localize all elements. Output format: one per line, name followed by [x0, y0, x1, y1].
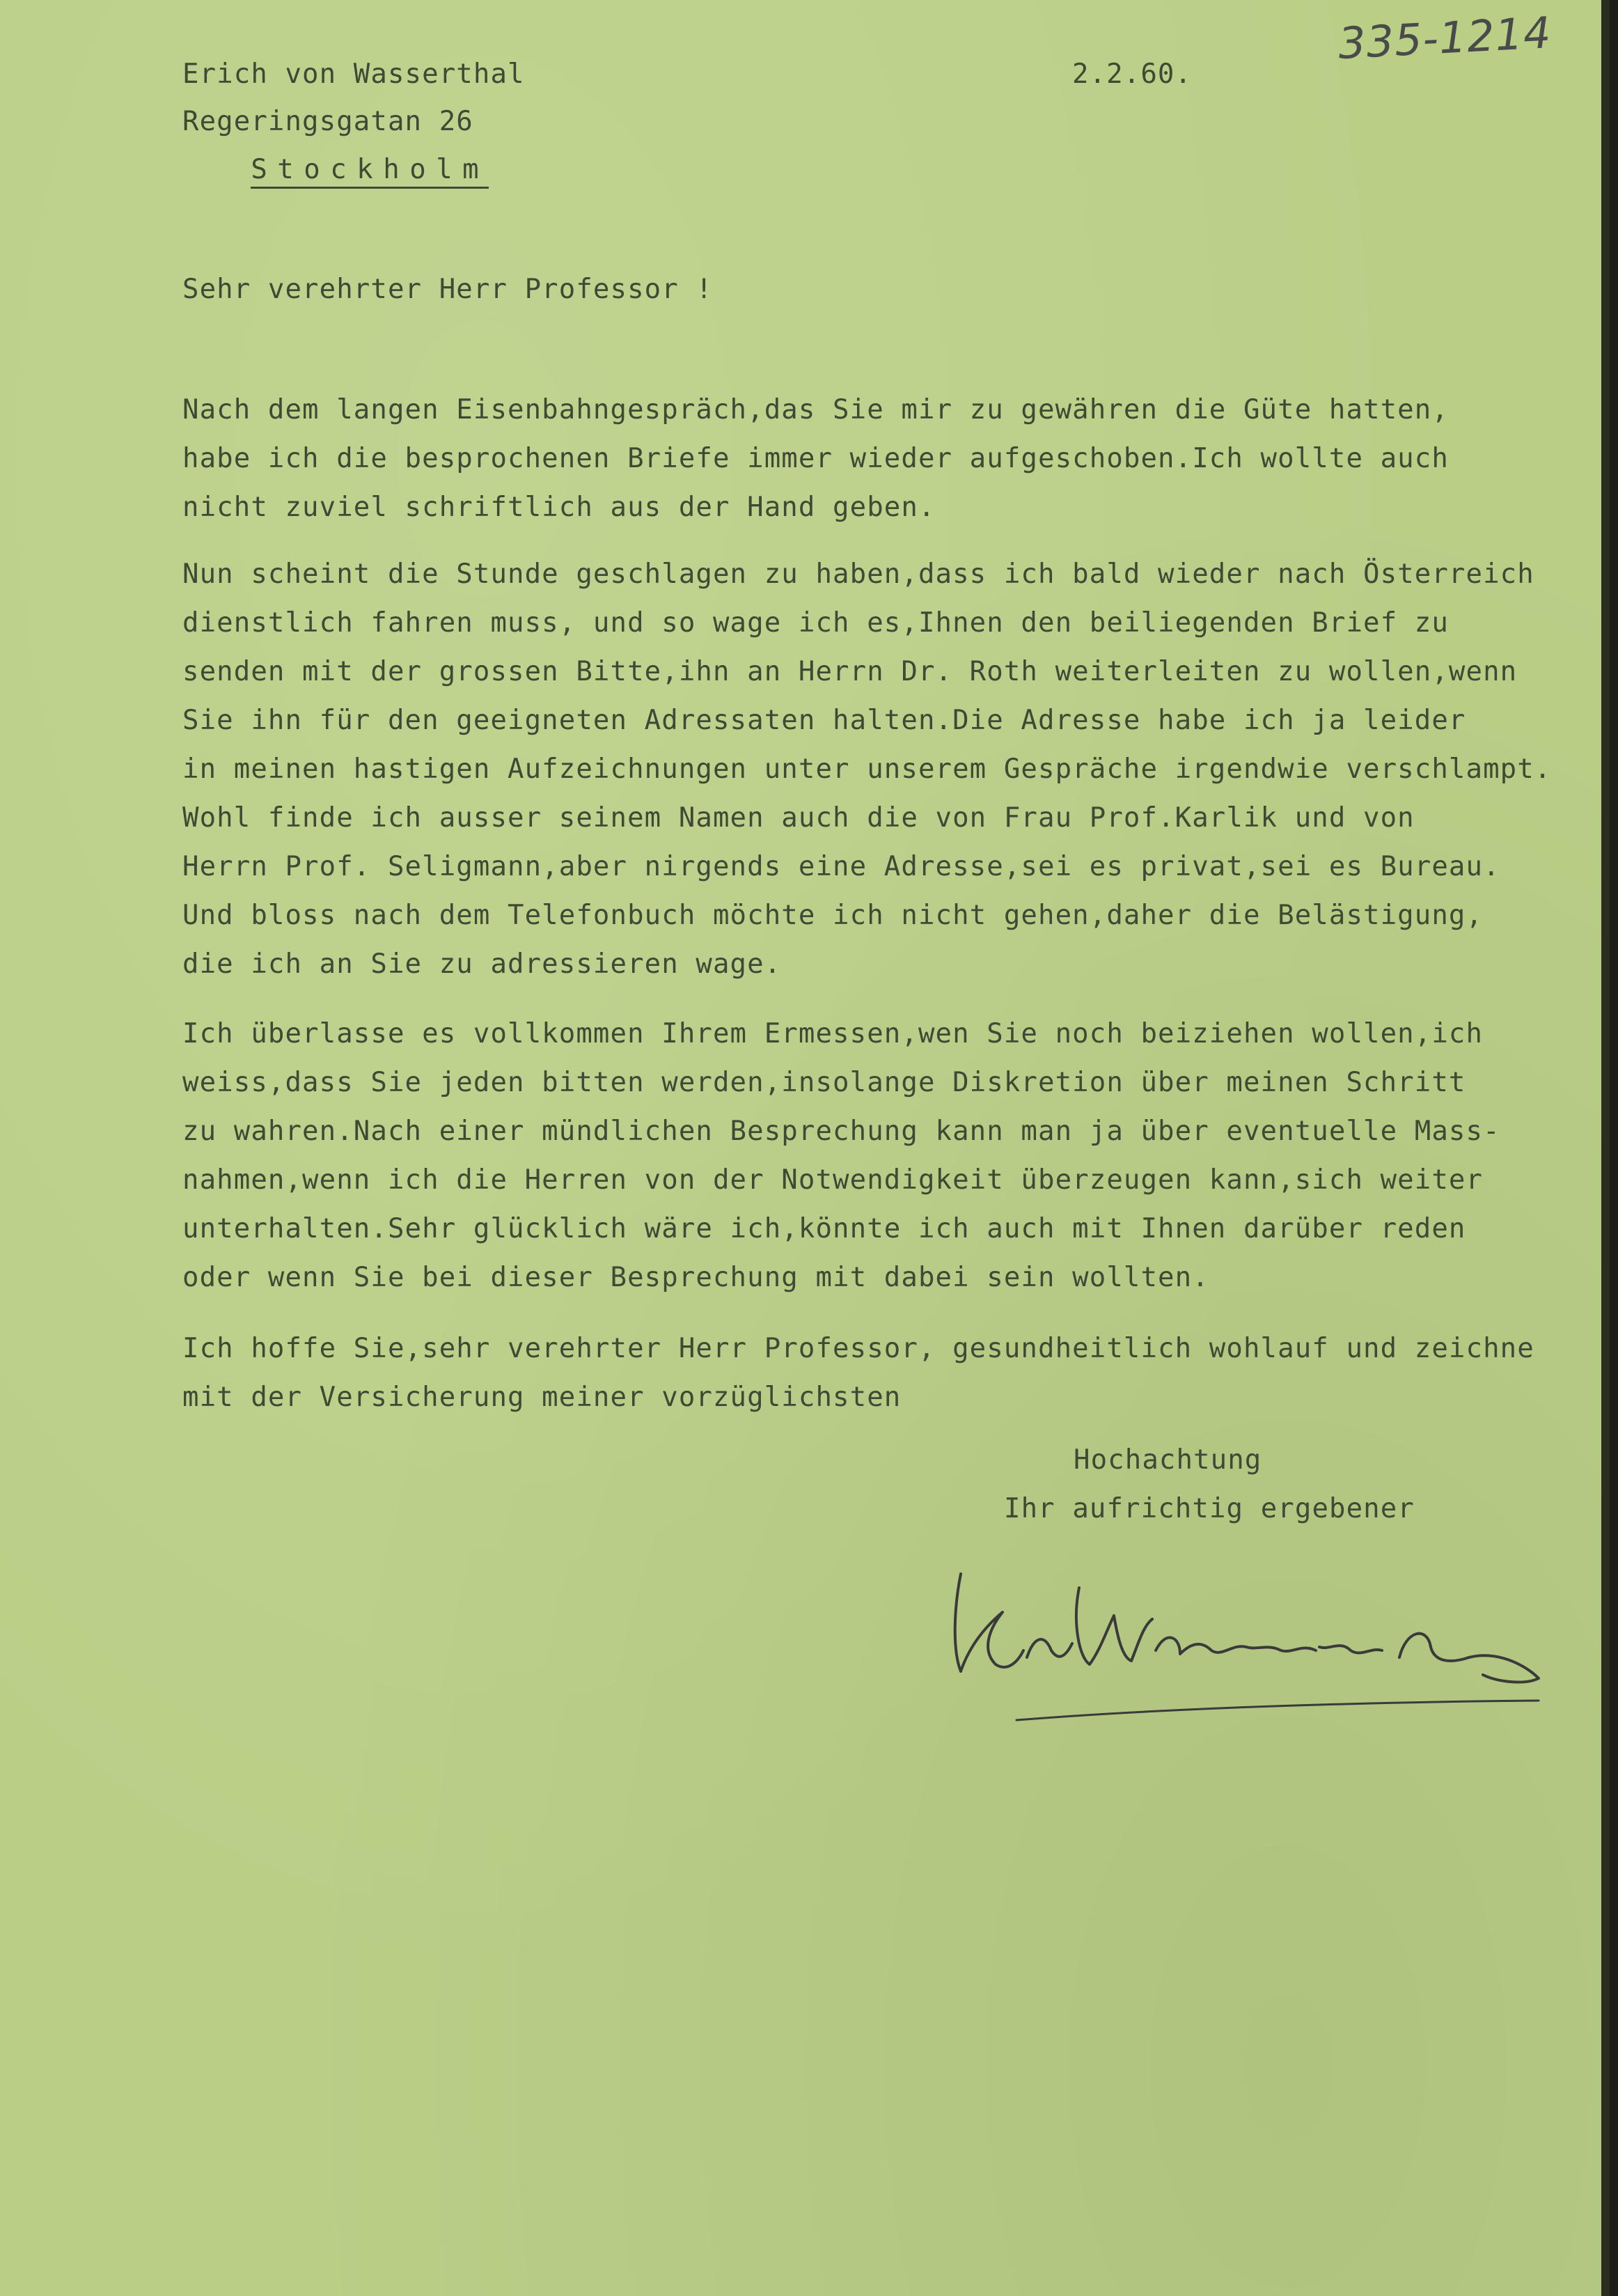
- text-line: senden mit der grossen Bitte,ihn an Herrn Dr. Roth weiterleiten zu wollen,wenn: [182, 656, 1518, 687]
- text-line: Ich überlasse es vollkommen Ihrem Ermessen,wen Sie noch beiziehen wollen,ich: [182, 1018, 1484, 1049]
- text-line: in meinen hastigen Aufzeichnungen unter unserem Gespräche irgendwie verschlampt.: [182, 753, 1552, 785]
- sender-city-wrap: [182, 123, 489, 217]
- text-line: Wohl finde ich ausser seinem Namen auch die von Frau Prof.Karlik und von: [182, 802, 1415, 834]
- text-line: Ich hoffe Sie,sehr verehrter Herr Professor, gesundheitlich wohlauf und zeichne: [182, 1333, 1534, 1364]
- paragraph-2: [182, 550, 1551, 989]
- text-line: Herrn Prof. Seligmann,aber nirgends eine Adresse,sei es privat,sei es Bureau.: [182, 851, 1500, 882]
- paragraph-1: [182, 386, 1449, 532]
- salutation: Sehr verehrter Herr Professor !: [182, 274, 713, 305]
- text-line: mit der Versicherung meiner vorzüglichsten: [182, 1382, 902, 1413]
- sender-name: Erich von Wasserthal: [182, 58, 525, 90]
- sender-city: Stockholm: [251, 154, 489, 189]
- text-line: habe ich die besprochenen Briefe immer wieder aufgeschoben.Ich wollte auch: [182, 443, 1449, 474]
- text-line: Nach dem langen Eisenbahngespräch,das Sie mir zu gewähren die Güte hatten,: [182, 394, 1449, 425]
- letter-date: 2.2.60.: [1072, 58, 1193, 90]
- paragraph-3: [182, 1010, 1500, 1302]
- text-line: weiss,dass Sie jeden bitten werden,insolange Diskretion über meinen Schritt: [182, 1067, 1466, 1098]
- archive-number: 335-1214: [1337, 7, 1553, 69]
- text-line: oder wenn Sie bei dieser Besprechung mit dabei sein wollten.: [182, 1262, 1209, 1293]
- text-line: dienstlich fahren muss, und so wage ich es,Ihnen den beiliegenden Brief zu: [182, 607, 1449, 639]
- text-line: unterhalten.Sehr glücklich wäre ich,könnte ich auch mit Ihnen darüber reden: [182, 1213, 1466, 1244]
- handwritten-signature: [940, 1546, 1566, 1727]
- text-line: nahmen,wenn ich die Herren von der Notwendigkeit überzeugen kann,sich weiter: [182, 1164, 1484, 1196]
- closing-regards: Hochachtung: [1074, 1444, 1262, 1476]
- text-line: zu wahren.Nach einer mündlichen Besprechung kann man ja über eventuelle Mass-: [182, 1116, 1500, 1147]
- paragraph-4: [182, 1325, 1534, 1422]
- text-line: Nun scheint die Stunde geschlagen zu haben,dass ich bald wieder nach Österreich: [182, 559, 1534, 590]
- scan-edge: [1601, 0, 1610, 2296]
- text-line: die ich an Sie zu adressieren wage.: [182, 948, 782, 980]
- sender-street: Regeringsgatan 26: [182, 106, 473, 137]
- text-line: Sie ihn für den geeigneten Adressaten halten.Die Adresse habe ich ja leider: [182, 705, 1466, 736]
- text-line: Und bloss nach dem Telefonbuch möchte ich nicht gehen,daher die Belästigung,: [182, 900, 1484, 931]
- text-line: nicht zuviel schriftlich aus der Hand geben.: [182, 492, 936, 523]
- closing-line: Ihr aufrichtig ergebener: [1004, 1493, 1415, 1524]
